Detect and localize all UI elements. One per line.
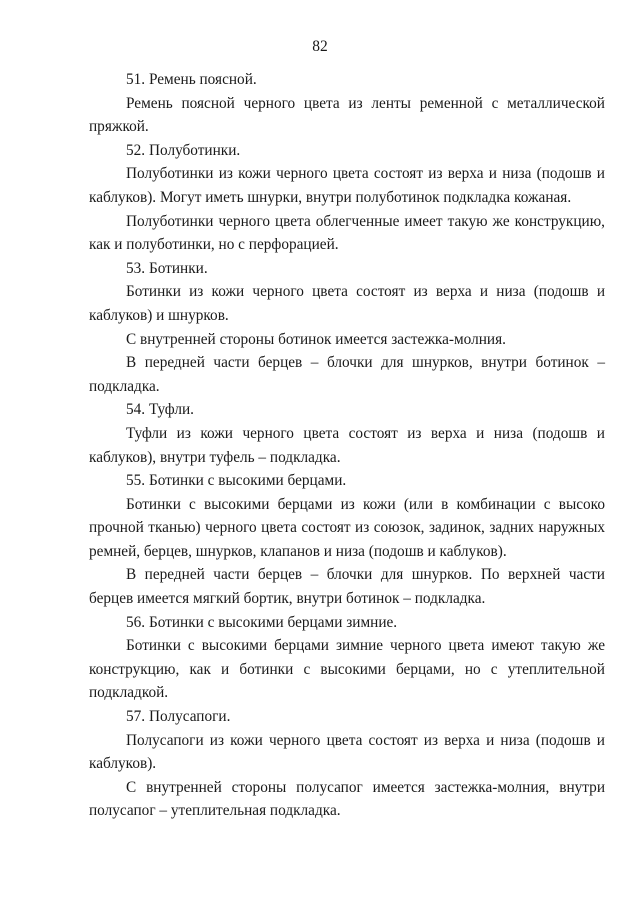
section-heading-57: 57. Полусапоги. bbox=[126, 708, 231, 726]
paragraph: Полуботинки черного цвета облегченные имеет такую же конструкцию, как и полуботинки, но с перфорацией. bbox=[89, 212, 605, 254]
document-body bbox=[89, 68, 605, 823]
section-heading-53: 53. Ботинки. bbox=[126, 259, 208, 277]
paragraph: Ремень поясной черного цвета из ленты ременной с металлической пряжкой. bbox=[89, 94, 605, 136]
paragraph: С внутренней стороны полусапог имеется застежка-молния, внутри полусапог – утеплительная подкладка. bbox=[89, 778, 605, 820]
section-heading-51: 51. Ремень поясной. bbox=[126, 71, 257, 88]
paragraph: В передней части берцев – блочки для шнурков, внутри ботинок – подкладка. bbox=[89, 354, 605, 395]
paragraph: Полуботинки из кожи черного цвета состоят из верха и низа (подошв и каблуков). Могут иметь шнурки, внутри полуботинок подкладка кожаная. bbox=[89, 165, 605, 206]
paragraph: Ботинки с высокими берцами из кожи (или в комбинации с высоко прочной тканью) черного цвета состоят из союзок, задинок, задних наружных ремней, берцев, шнурков, клапанов и низа (подошв и каблуков). bbox=[89, 495, 605, 560]
paragraph: Полусапоги из кожи черного цвета состоят из верха и низа (подошв и каблуков). bbox=[89, 731, 605, 773]
section-heading-56: 56. Ботинки с высокими берцами зимние. bbox=[126, 613, 398, 631]
paragraph: Ботинки с высокими берцами зимние черного цвета имеют такую же конструкцию, как и ботинки с высокими берцами, но с утеплительной подкладкой. bbox=[89, 637, 605, 702]
paragraph: Туфли из кожи черного цвета состоят из верха и низа (подошв и каблуков), внутри туфель – подкладка. bbox=[89, 424, 605, 466]
section-heading-54: 54. Туфли. bbox=[126, 401, 194, 419]
section-heading-55: 55. Ботинки с высокими берцами. bbox=[126, 472, 347, 490]
paragraph: В передней части берцев – блочки для шнурков. По верхней части берцев имеется мягкий бортик, внутри ботинок – подкладка. bbox=[89, 566, 605, 608]
section-heading-52: 52. Полуботинки. bbox=[126, 141, 241, 159]
page-number: 82 bbox=[312, 38, 328, 55]
paragraph: Ботинки из кожи черного цвета состоят из верха и низа (подошв и каблуков) и шнурков. bbox=[89, 283, 605, 324]
paragraph: С внутренней стороны ботинок имеется застежка-молния. bbox=[126, 330, 506, 348]
